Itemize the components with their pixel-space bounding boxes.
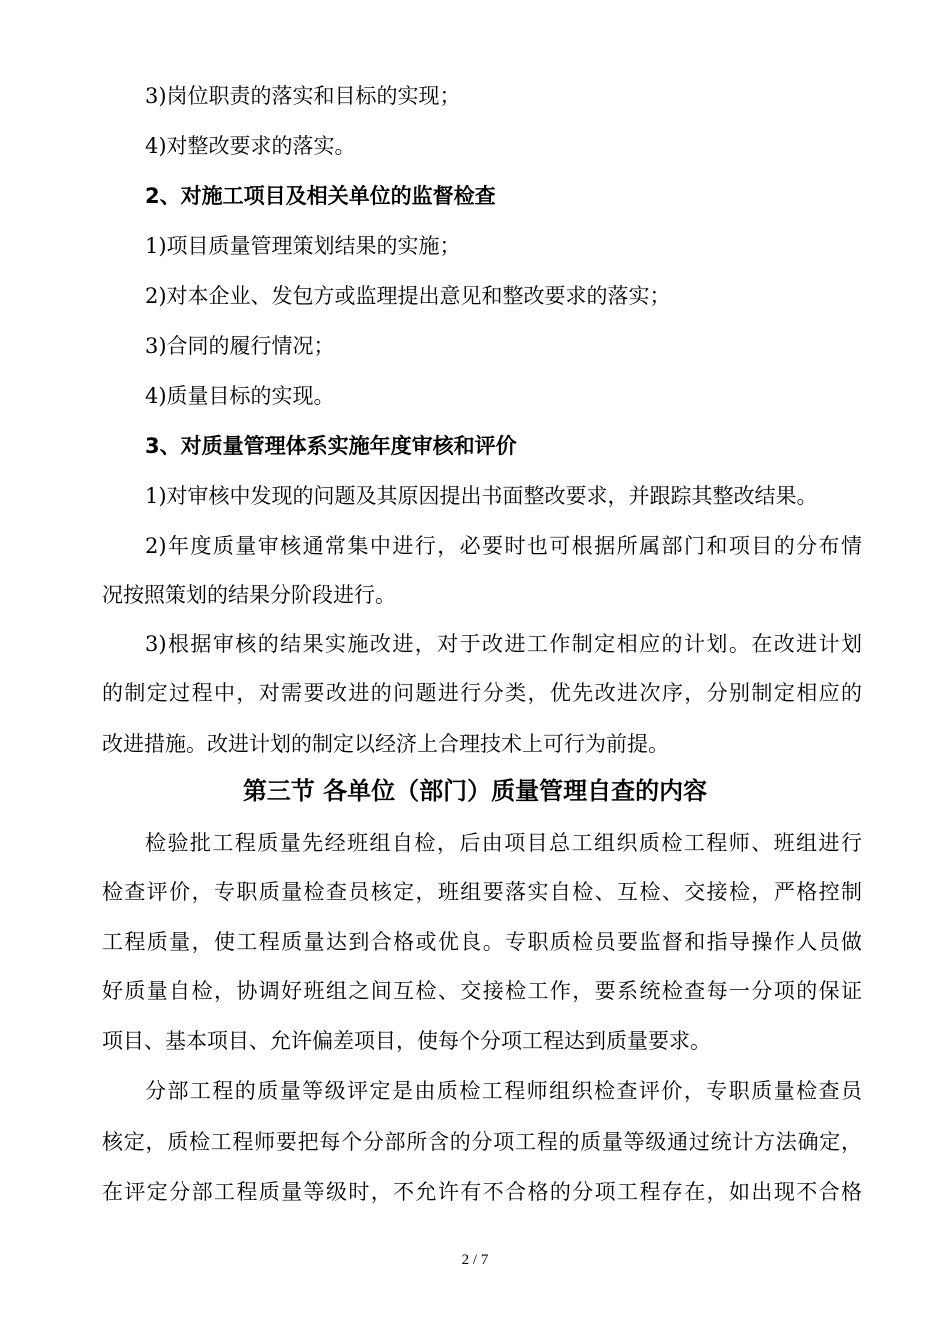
paragraph-line: 项目、基本项目、允许偏差项目，使每个分项工程达到质量要求。 xyxy=(102,1029,711,1053)
list-item-line: 改进措施。改进计划的制定以经济上合理技术上可行为前提。 xyxy=(102,732,669,756)
list-item-line: 2)年度质量审核通常集中进行，必要时也可根据所属部门和项目的分布情 xyxy=(145,534,862,558)
list-item-line: 况按照策划的结果分阶段进行。 xyxy=(102,583,396,607)
section-title: 第三节 各单位（部门）质量管理自查的内容 xyxy=(242,777,708,805)
list-item: 4)质量目标的实现。 xyxy=(145,384,335,408)
list-item: 3)岗位职责的落实和目标的实现； xyxy=(145,84,461,108)
paragraph-line: 核定，质检工程师要把每个分部所含的分项工程的质量等级通过统计方法确定， xyxy=(102,1130,862,1154)
paragraph-line: 好质量自检，协调好班组之间互检、交接检工作，要系统检查每一分项的保证 xyxy=(102,979,862,1003)
list-item-line: 的制定过程中，对需要改进的问题进行分类，优先改进次序，分别制定相应的 xyxy=(102,681,862,705)
paragraph-line: 检查评价，专职质量检查员核定，班组要落实自检、互检、交接检，严格控制 xyxy=(102,880,862,904)
subsection-heading: 2、对施工项目及相关单位的监督检查 xyxy=(145,184,496,208)
list-item: 1)对审核中发现的问题及其原因提出书面整改要求，并跟踪其整改结果。 xyxy=(145,484,818,508)
paragraph-line: 分部工程的质量等级评定是由质检工程师组织检查评价，专职质量检查员 xyxy=(145,1079,862,1103)
paragraph-line: 在评定分部工程质量等级时，不允许有不合格的分项工程存在，如出现不合格 xyxy=(102,1180,862,1204)
list-item: 2)对本企业、发包方或监理提出意见和整改要求的落实； xyxy=(145,284,671,308)
paragraph-line: 工程质量，使工程质量达到合格或优良。专职质检员要监督和指导操作人员做 xyxy=(102,930,862,954)
list-item: 3)合同的履行情况； xyxy=(145,334,335,358)
page-number: 2 / 7 xyxy=(461,1252,489,1268)
subsection-heading: 3、对质量管理体系实施年度审核和评价 xyxy=(145,434,517,458)
paragraph-line: 检验批工程质量先经班组自检，后由项目总工组织质检工程师、班组进行 xyxy=(145,831,862,855)
list-item-line: 3)根据审核的结果实施改进，对于改进工作制定相应的计划。在改进计划 xyxy=(145,632,862,656)
list-item: 1)项目质量管理策划结果的实施； xyxy=(145,234,461,258)
list-item: 4)对整改要求的落实。 xyxy=(145,134,356,158)
